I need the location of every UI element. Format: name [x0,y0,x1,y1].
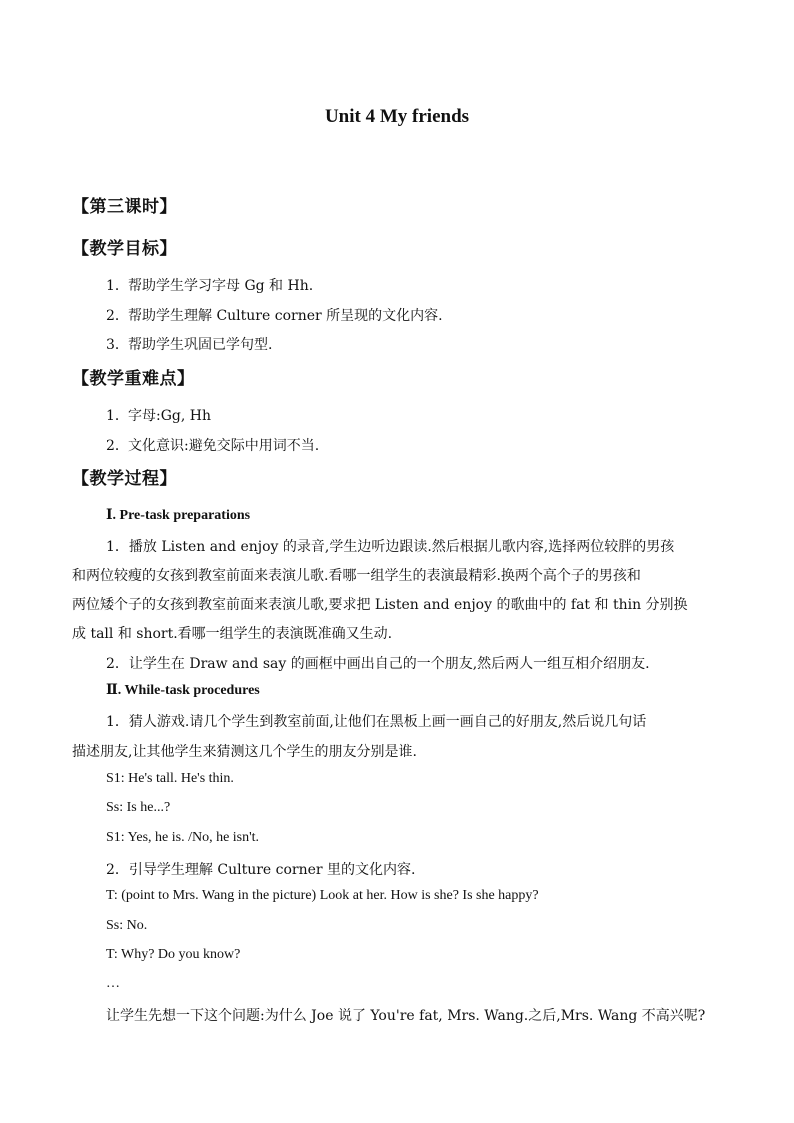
dialog-line: S1: Yes, he is. /No, he isn't. [106,830,260,845]
while-task-heading: Ⅱ. While-task procedures [106,683,260,698]
objective-item: 1．帮助学生学习字母 Gg 和 Hh. [106,278,314,294]
pre-task-heading: Ⅰ. Pre-task preparations [106,508,251,523]
keypoint-item: 2．文化意识:避免交际中用词不当. [106,438,320,454]
lesson-heading: 【第三课时】 [72,197,177,217]
while-task-paragraph-line: 1．猜人游戏.请几个学生到教室前面,让他们在黑板上画一画自己的好朋友,然后说几句话 [106,714,647,730]
objective-item: 2．帮助学生理解 Culture corner 所呈现的文化内容. [106,308,443,324]
pre-task-paragraph-line: 和两位较瘦的女孩到教室前面来表演儿歌.看哪一组学生的表演最精彩.换两个高个子的男孩和 [72,568,641,584]
objective-item: 3．帮助学生巩固已学句型. [106,337,273,353]
while-task-paragraph-line: 描述朋友,让其他学生来猜测这几个学生的朋友分别是谁. [72,744,417,760]
pre-task-paragraph-line: 成 tall 和 short.看哪一组学生的表演既准确又生动. [72,626,393,642]
while-task-paragraph-2: 2．引导学生理解 Culture corner 里的文化内容. [106,862,416,878]
keypoint-item: 1．字母:Gg, Hh [106,408,211,424]
dialog-line: T: (point to Mrs. Wang in the picture) Look at her. How is she? Is she happy? [106,888,539,903]
dialog-line: Ss: No. [106,918,148,933]
dialog-line: T: Why? Do you know? [106,947,241,962]
keypoints-heading: 【教学重难点】 [72,369,195,389]
dialog-line: Ss: Is he...? [106,800,171,815]
document-title: Unit 4 My friends [324,106,470,127]
pre-task-paragraph-2: 2．让学生在 Draw and say 的画框中画出自己的一个朋友,然后两人一组互相介绍朋友. [106,656,650,672]
objectives-heading: 【教学目标】 [72,239,177,259]
ellipsis-line: … [106,976,120,991]
process-heading: 【教学过程】 [72,469,177,489]
pre-task-paragraph-line: 两位矮个子的女孩到教室前面来表演儿歌,要求把 Listen and enjoy 的歌曲中的 fat 和 thin 分别换 [72,597,688,613]
while-task-paragraph-3: 让学生先想一下这个问题:为什么 Joe 说了 You're fat, Mrs. Wang.之后,Mrs. Wang 不高兴呢? [106,1008,706,1024]
dialog-line: S1: He's tall. He's thin. [106,771,234,786]
pre-task-paragraph-line: 1．播放 Listen and enjoy 的录音,学生边听边跟读.然后根据儿歌内容,选择两位较胖的男孩 [106,539,675,555]
